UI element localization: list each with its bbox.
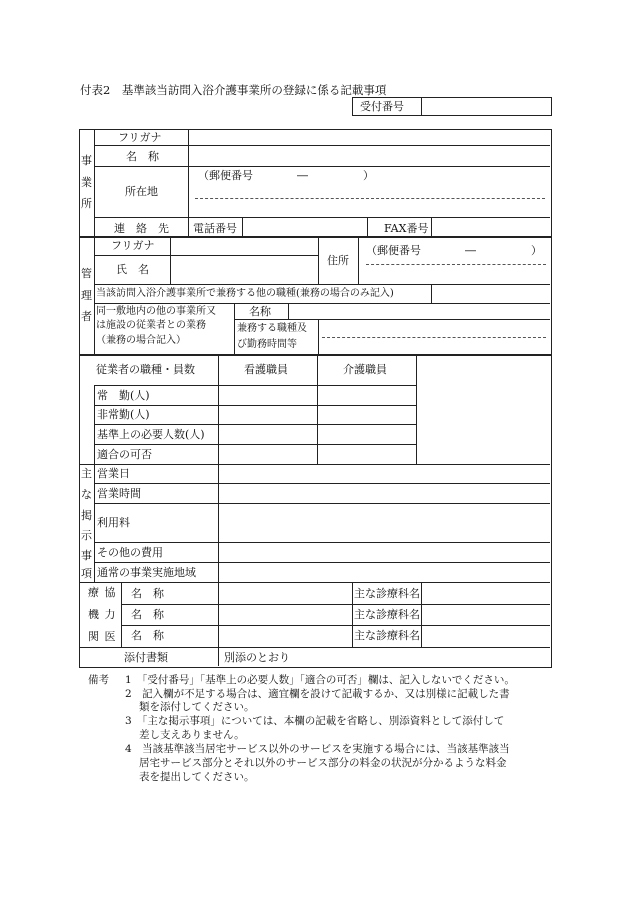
manager-concurrent-label: 当該訪問入浴介護事業所で兼務する他の職種(兼務の場合のみ記入) [96,288,394,299]
manager-name-label: 氏 名 [116,263,149,276]
medical-dept-field-3[interactable] [423,627,548,646]
office-contact-label: 連 絡 先 [114,222,169,235]
manager-address-field[interactable] [360,266,548,283]
staff-col-care: 介護職員 [343,363,387,376]
postings-service-area-field[interactable] [220,564,548,581]
manager-same-site-label-3: （兼務の場合記入） [96,335,186,346]
attachments-label: 添付書類 [124,651,168,664]
staff-col-nurse: 看護職員 [244,363,288,376]
medical-section-cell-3: 関 医 [88,630,117,643]
medical-name-label-2: 名 称 [131,608,164,621]
manager-section-char-3: 者 [81,310,92,323]
postings-business-days: 営業日 [97,467,130,480]
postings-section-char-3: 掲 [81,509,92,522]
postings-service-area: 通常の事業実施地域 [97,566,196,579]
medical-name-field-2[interactable] [220,606,351,624]
note-2-cont: 類を添付してください。 [139,701,255,713]
office-name-field[interactable] [190,147,548,165]
manager-site-name-field[interactable] [290,305,548,318]
postings-other-costs-field[interactable] [220,544,548,561]
attachments-value: 別添のとおり [224,651,290,664]
manager-duty-label-2: び勤務時間等 [237,339,297,350]
medical-dept-label-2: 主な診療科名 [354,608,420,621]
postings-business-hours-field[interactable] [220,485,548,502]
medical-section-cell-2: 機 力 [88,608,117,621]
note-4-cont-2: 表を提出してください。 [139,771,255,783]
office-postal-label: （郵便番号 ― ） [198,169,374,182]
staff-row-required: 基準上の必要人数(人) [97,428,205,441]
postings-section-char-5: 事 [81,549,92,562]
note-4-cont-1: 居宅サービス部分とそれ以外のサービス部分の料金の状況が分かるような料金 [139,757,507,769]
office-address-field[interactable] [190,184,548,216]
office-section-char-2: 業 [81,176,92,189]
manager-same-site-label-2: は施設の従業者との業務 [96,320,206,331]
manager-duty-field[interactable] [320,321,548,353]
office-address-label: 所在地 [125,185,158,198]
note-1: 1 「受付番号」「基準上の必要人数」「適合の可否」欄は、記入しないでください。 [125,674,515,686]
staff-row-conformity: 適合の可否 [97,448,152,461]
medical-name-label-3: 名 称 [131,629,164,642]
note-4: 4 当該基準該当居宅サービス以外のサービスを実施する場合には、当該基準該当 [125,743,510,755]
postings-other-costs: その他の費用 [97,546,163,559]
staff-fulltime-care-field[interactable] [319,387,415,404]
medical-dept-label-3: 主な診療科名 [354,629,420,642]
manager-name-field[interactable] [172,257,317,283]
staff-parttime-care-field[interactable] [319,407,415,423]
receipt-number-field[interactable] [423,99,549,114]
receipt-number-label: 受付番号 [360,100,404,113]
manager-furigana-label: フリガナ [111,239,155,252]
staff-row-parttime: 非常勤(人) [97,408,150,421]
staff-row-fulltime: 常 勤(人) [97,389,150,402]
postings-fees-field[interactable] [220,505,548,541]
manager-concurrent-field[interactable] [433,286,548,302]
manager-site-name-label: 名称 [249,305,271,318]
medical-section-cell-1: 療 協 [88,586,117,599]
staff-parttime-nurse-field[interactable] [220,407,316,423]
postings-section-char-6: 項 [81,567,92,580]
postings-section-char-4: 示 [81,529,92,542]
manager-furigana-field[interactable] [172,239,317,254]
medical-dept-label-1: 主な診療科名 [354,587,420,600]
form-title: 付表2 基準該当訪問入浴介護事業所の登録に係る記載事項 [80,83,387,97]
manager-same-site-label-1: 同一敷地内の他の事業所又 [96,306,216,317]
office-furigana-label: フリガナ [118,131,162,144]
office-furigana-field[interactable] [190,131,548,144]
note-2: 2 記入欄が不足する場合は、適宜欄を設けて記載するか、又は別様に記載した書 [125,688,510,700]
office-fax-label: FAX番号 [384,222,429,235]
postings-section-char-2: な [81,488,92,501]
postings-business-hours: 営業時間 [97,487,141,500]
office-name-label: 名 称 [126,150,159,163]
medical-name-label-1: 名 称 [131,587,164,600]
office-section-char-3: 所 [81,197,92,210]
note-3-cont: 差し支えありません。 [139,729,245,741]
office-phone-field[interactable] [244,219,366,236]
notes-label: 備考 [88,674,109,686]
manager-address-label: 住所 [327,254,349,267]
staff-heading: 従業者の職種・員数 [96,363,195,376]
medical-dept-field-2[interactable] [423,606,548,624]
manager-section-char-1: 管 [81,267,92,280]
staff-fulltime-nurse-field[interactable] [220,387,316,404]
medical-name-field-1[interactable] [220,585,351,603]
medical-dept-field-1[interactable] [423,585,548,603]
manager-postal-label: （郵便番号 ― ） [366,244,542,257]
manager-section-char-2: 理 [81,289,92,302]
postings-business-days-field[interactable] [220,466,548,482]
note-3: 3 「主な掲示事項」については、本欄の記載を省略し、別添資料として添付して [125,715,505,727]
manager-duty-label-1: 兼務する職種及 [237,323,307,334]
office-fax-field[interactable] [433,219,548,236]
postings-fees: 利用料 [97,516,130,529]
office-phone-label: 電話番号 [193,222,237,235]
postings-section-char-1: 主 [81,467,92,480]
medical-name-field-3[interactable] [220,627,351,646]
office-section-char-1: 事 [81,154,92,167]
